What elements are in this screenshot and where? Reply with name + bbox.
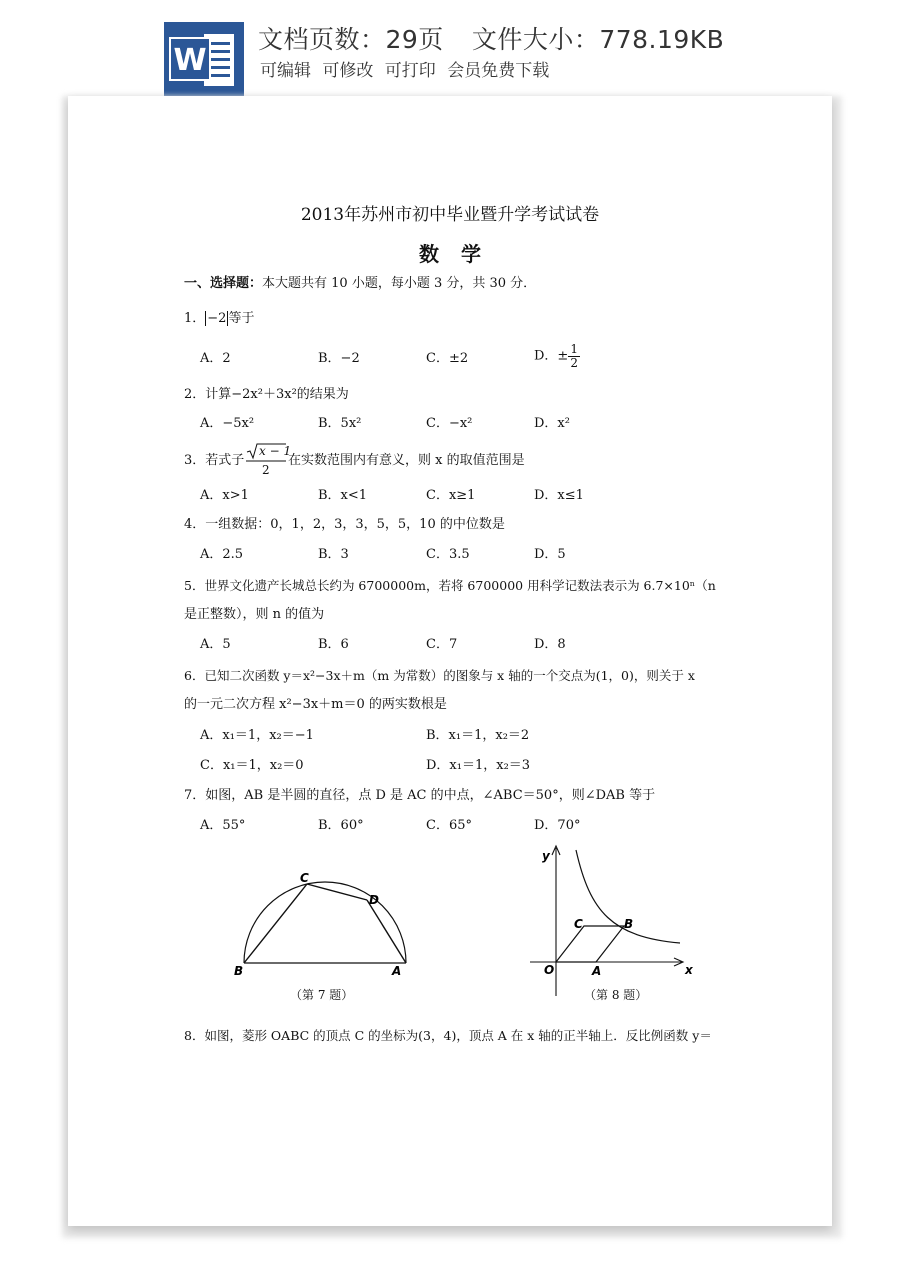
fraction-denominator: 2	[570, 355, 578, 370]
q5-option-a: A．5	[200, 637, 231, 652]
q2-option-d: D．x²	[534, 416, 570, 431]
q2-option-b: B．5x²	[318, 416, 362, 431]
q3-option-c: C．x≥1	[426, 488, 476, 503]
point-c-label: C	[300, 871, 309, 885]
rhombus-oabc	[556, 926, 624, 962]
section-heading	[184, 276, 536, 292]
q5-option-d: D．8	[534, 637, 566, 652]
origin-label: O	[544, 963, 555, 977]
q6-option-a: A．x₁＝1，x₂＝−1	[200, 728, 314, 743]
chord-cd	[307, 884, 367, 900]
q7-option-b: B．60°	[318, 818, 364, 833]
download-banner	[0, 0, 900, 96]
exam-subject: 数学	[419, 242, 503, 266]
q4-option-d: D．5	[534, 547, 566, 562]
q1-number: 1．	[184, 311, 206, 326]
word-icon-letter: W	[173, 43, 207, 78]
q3-option-b: B．x<1	[318, 488, 368, 503]
q2-option-a: A．−5x²	[200, 416, 255, 431]
figure-7-caption: （第 7 题）	[290, 988, 354, 1002]
q6-option-b: B．x₁＝1，x₂＝2	[426, 728, 530, 743]
q1-option-d-label: D．±	[534, 348, 569, 364]
point-a-label: A	[392, 964, 402, 978]
y-axis-label: y	[542, 849, 550, 863]
q7-option-d: D．70°	[534, 818, 581, 833]
question-6-line2: 的一元二次方程 x²−3x＋m＝0 的两实数根是	[184, 697, 447, 712]
point-b-label: B	[234, 964, 244, 978]
question-8: 8．如图，菱形 OABC 的顶点 C 的坐标为(3，4)，顶点 A 在 x 轴的正半轴上．反比例函数 y＝	[184, 1028, 712, 1043]
q1-option-d	[534, 343, 580, 369]
exam-title: 2013年苏州市初中毕业暨升学考试试卷	[300, 205, 600, 225]
q1-option-a: A．2	[200, 351, 231, 366]
figure-8-caption: （第 8 题）	[584, 988, 648, 1002]
file-size: 文件大小：778.19KB	[471, 25, 725, 54]
question-2: 2．计算−2x²＋3x²的结果为	[184, 387, 349, 402]
question-6-line1: 6．已知二次函数 y＝x²−3x＋m（m 为常数）的图象与 x 轴的一个交点为(1，0)，则关于 x	[184, 668, 695, 683]
section-description: 本大题共有 10 小题，每小题 3 分，共 30 分．	[262, 276, 537, 291]
x-axis-label: x	[685, 963, 693, 977]
fraction-numerator: 1	[570, 342, 578, 356]
question-4: 4．一组数据：0，1，2，3，3，5，5，10 的中位数是	[184, 517, 505, 532]
q5-option-c: C．7	[426, 637, 458, 652]
question-5-line2: 是正整数），则 n 的值为	[184, 607, 325, 622]
feature-list: 可编辑 可修改 可打印 会员免费下载	[260, 61, 550, 81]
section-label: 一、选择题：	[184, 276, 263, 291]
q1-option-d-fraction	[568, 343, 580, 369]
page-count: 文档页数：29页	[258, 25, 444, 54]
doc-stats	[258, 20, 724, 56]
question-3-text: 在实数范围内有意义，则 x 的取值范围是	[288, 453, 525, 468]
figure-8-graph	[530, 842, 700, 1002]
q2-option-c: C．−x²	[426, 416, 473, 431]
point-b-label: B	[624, 917, 634, 931]
word-document-icon	[164, 22, 244, 96]
point-c-label: C	[574, 917, 583, 931]
q3-radical-fraction	[246, 443, 292, 479]
question-5-line1: 5．世界文化遗产长城总长约为 6700000m，若将 6700000 用科学记数法表示为 6.7×10ⁿ（n	[184, 578, 716, 593]
q6-option-c: C．x₁＝1，x₂＝0	[200, 758, 304, 773]
q1-absolute-value: −2	[207, 311, 227, 326]
q1-option-b: B．−2	[318, 351, 360, 366]
figure-7-semicircle	[230, 862, 420, 982]
chord-bc	[244, 884, 307, 963]
question-1	[184, 311, 254, 327]
q3-option-a: A．x>1	[200, 488, 249, 503]
q1-text: 等于	[228, 311, 255, 326]
q6-option-d: D．x₁＝1，x₂＝3	[426, 758, 531, 773]
q1-option-c: C．±2	[426, 351, 469, 366]
question-7: 7．如图，AB 是半圆的直径，点 D 是 AC 的中点，∠ABC＝50°，则∠DAB 等于	[184, 788, 656, 803]
q4-option-c: C．3.5	[426, 547, 470, 562]
fraction-denominator: 2	[262, 463, 270, 477]
q5-option-b: B．6	[318, 637, 349, 652]
q7-option-c: C．65°	[426, 818, 472, 833]
question-3-lead: 3．若式子	[184, 453, 245, 468]
point-a-label: A	[592, 964, 602, 978]
q4-option-a: A．2.5	[200, 547, 244, 562]
q3-option-d: D．x≤1	[534, 488, 584, 503]
point-d-label: D	[369, 893, 379, 907]
q4-option-b: B．3	[318, 547, 349, 562]
q7-option-a: A．55°	[200, 818, 246, 833]
radicand: x − 1	[259, 444, 292, 458]
